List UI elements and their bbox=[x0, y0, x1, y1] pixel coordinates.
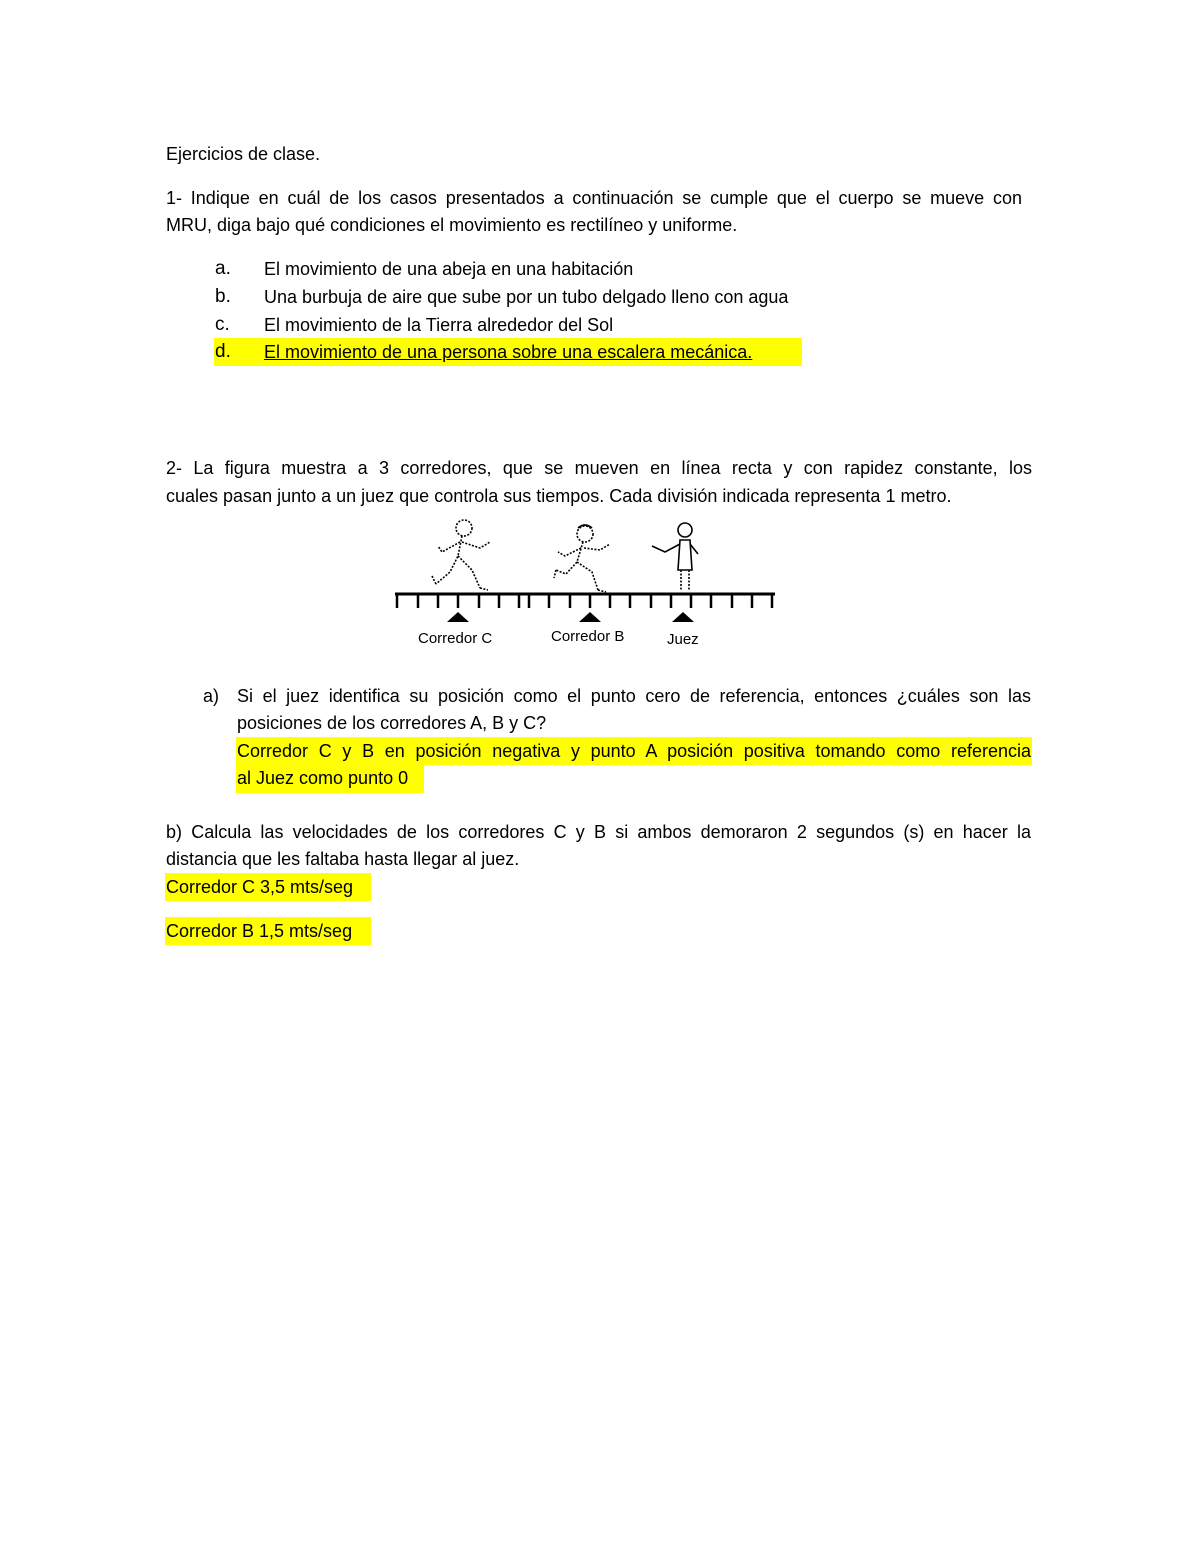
runner-a-drawing bbox=[432, 520, 490, 590]
option-d-text: El movimiento de una persona sobre una escalera mecánica. bbox=[264, 342, 753, 362]
part-a-answer-line-1: Corredor C y B en posición negativa y punto A posición positiva tomando como referencia bbox=[237, 741, 1031, 761]
option-b-letter: b. bbox=[215, 286, 231, 307]
label-juez: Juez bbox=[667, 631, 699, 648]
part-b-line-1: b) Calcula las velocidades de los corredores C y B si ambos demoraron 2 segundos (s) en hacer la bbox=[166, 822, 1031, 842]
question-1-line-1: 1- Indique en cuál de los casos presentados a continuación se cumple que el cuerpo se mueve con bbox=[166, 188, 1022, 208]
part-b-answer-2: Corredor B 1,5 mts/seg bbox=[166, 921, 353, 941]
marker-juez bbox=[672, 612, 694, 622]
part-a-marker: a) bbox=[203, 686, 220, 706]
part-a-line-2: posiciones de los corredores A, B y C? bbox=[237, 713, 547, 733]
part-b-line-2: distancia que les faltaba hasta llegar al juez. bbox=[166, 849, 520, 869]
part-a-answer-line-2: al Juez como punto 0 bbox=[237, 768, 409, 788]
label-corredor-b: Corredor B bbox=[551, 628, 625, 645]
part-a-line-1: Si el juez identifica su posición como el punto cero de referencia, entonces ¿cuáles son las bbox=[237, 686, 1031, 706]
judge-drawing bbox=[652, 523, 698, 590]
document-title: Ejercicios de clase. bbox=[166, 144, 321, 164]
option-a-text: El movimiento de una abeja en una habitación bbox=[264, 259, 634, 279]
runner-b-drawing bbox=[554, 525, 610, 592]
marker-corredor-b bbox=[579, 612, 601, 622]
number-line-ticks bbox=[397, 594, 772, 608]
option-b-text: Una burbuja de aire que sube por un tubo delgado lleno con agua bbox=[264, 287, 789, 307]
runners-figure bbox=[380, 512, 790, 652]
option-a-letter: a. bbox=[215, 258, 231, 279]
option-d-letter: d. bbox=[215, 341, 231, 362]
marker-corredor-c bbox=[447, 612, 469, 622]
part-b-answer-1: Corredor C 3,5 mts/seg bbox=[166, 877, 354, 897]
question-2-line-2: cuales pasan junto a un juez que controla sus tiempos. Cada división indicada representa 1 metro. bbox=[166, 486, 952, 506]
question-1-line-2: MRU, diga bajo qué condiciones el movimiento es rectilíneo y uniforme. bbox=[166, 215, 738, 235]
option-c-letter: c. bbox=[215, 314, 230, 335]
option-c-text: El movimiento de la Tierra alrededor del Sol bbox=[264, 315, 614, 335]
question-2-line-1: 2- La figura muestra a 3 corredores, que se mueven en línea recta y con rapidez constante, los bbox=[166, 458, 1032, 478]
label-corredor-c: Corredor C bbox=[418, 630, 493, 647]
